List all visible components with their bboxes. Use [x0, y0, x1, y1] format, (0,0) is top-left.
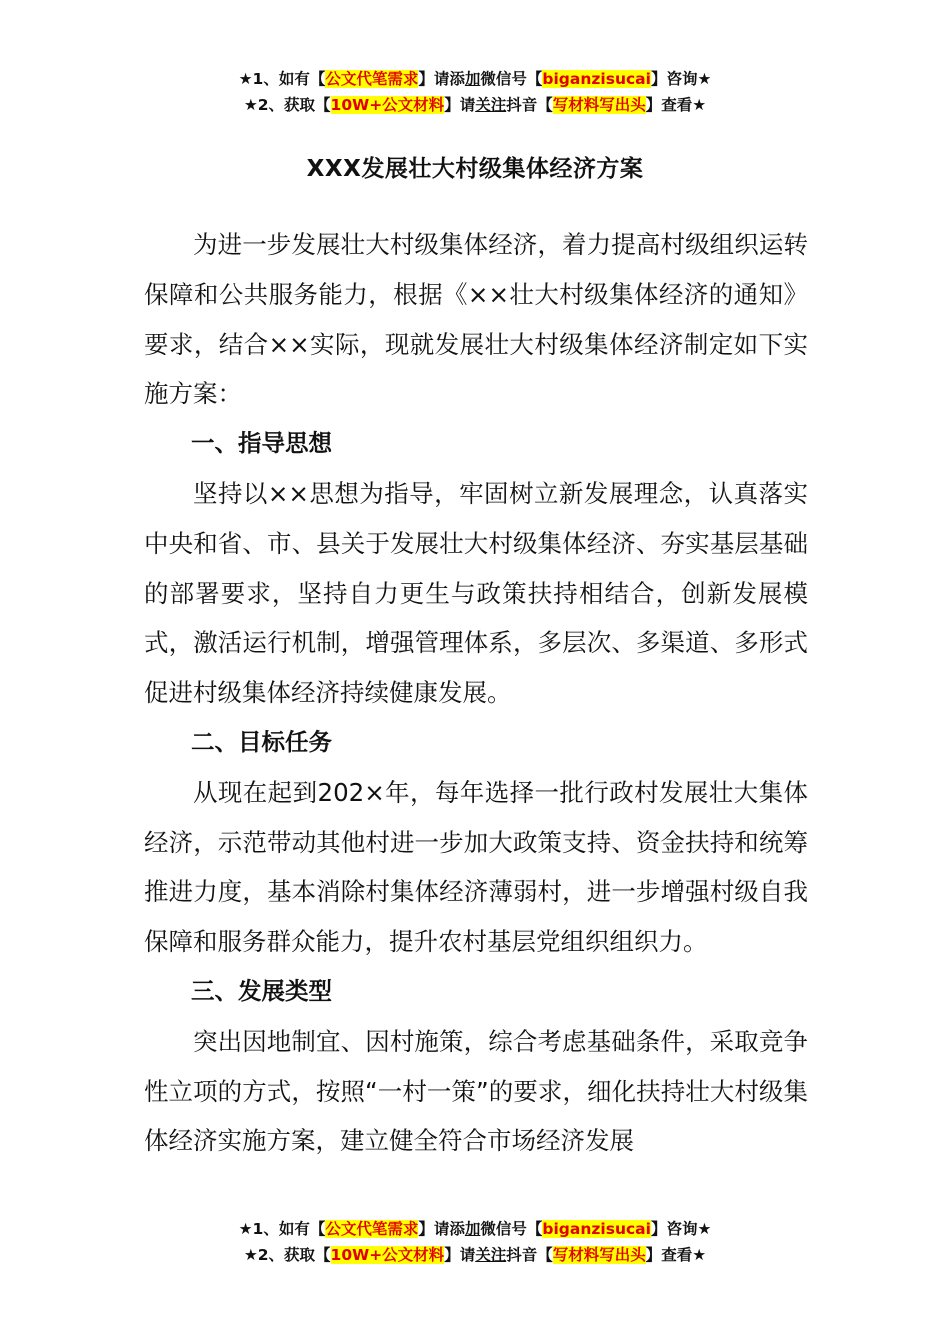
promo-highlight: 10W+公文材料	[330, 96, 445, 114]
promo-banner-bottom	[0, 1216, 950, 1268]
promo-text: 】咨询★	[650, 1220, 712, 1238]
promo-highlight: 写材料写出头	[552, 96, 646, 114]
promo-text: ★2、获取【	[243, 1246, 331, 1264]
promo-text: 】咨询★	[650, 70, 712, 88]
promo-highlight: 写材料写出头	[552, 1246, 646, 1264]
promo-underline: 关注	[475, 96, 507, 114]
promo-text: 】请添	[418, 70, 465, 88]
intro-paragraph: 为进一步发展壮大村级集体经济，着力提高村级组织运转保障和公共服务能力，根据《××壮大村级集体经济的通知》要求，结合××实际，现就发展壮大村级集体经济制定如下实施方案：	[144, 230, 808, 409]
promo-underline: 加	[464, 70, 481, 88]
promo-underline: 关注	[475, 1246, 507, 1264]
document-body	[144, 220, 808, 1166]
section-heading: 二、目标任务	[191, 727, 332, 756]
promo-line-1	[0, 66, 950, 92]
promo-banner-top	[0, 66, 950, 118]
promo-text: 】查看★	[645, 96, 707, 114]
promo-highlight: 公文代笔需求	[325, 70, 419, 88]
promo-highlight: 10W+公文材料	[330, 1246, 445, 1264]
promo-text: 抖音【	[506, 96, 553, 114]
promo-line-2	[0, 1242, 950, 1268]
promo-text: 抖音【	[506, 1246, 553, 1264]
promo-text: ★2、获取【	[243, 96, 331, 114]
promo-line-1	[0, 1216, 950, 1242]
promo-highlight: biganzisucai	[542, 1220, 651, 1238]
promo-text: 】查看★	[645, 1246, 707, 1264]
promo-highlight: biganzisucai	[542, 70, 651, 88]
promo-text: 微信号【	[480, 70, 543, 88]
promo-text: 】请添	[418, 1220, 465, 1238]
section-heading: 三、发展类型	[191, 976, 332, 1005]
promo-text: 】请	[444, 96, 476, 114]
promo-line-2	[0, 92, 950, 118]
section-paragraph: 突出因地制宜、因村施策，综合考虑基础条件，采取竞争性立项的方式，按照“一村一策”的要求，细化扶持壮大村级集体经济实施方案，建立健全符合市场经济发展	[144, 1026, 808, 1156]
promo-text: ★1、如有【	[238, 70, 326, 88]
document-title: XXX发展壮大村级集体经济方案	[306, 156, 644, 182]
section-paragraph: 坚持以××思想为指导，牢固树立新发展理念，认真落实中央和省、市、县关于发展壮大村级集体经济、夯实基层基础的部署要求，坚持自力更生与政策扶持相结合，创新发展模式，激活运行机制，增强管理体系，多层次、多渠道、多形式促进村级集体经济持续健康发展。	[144, 478, 808, 708]
promo-underline: 加	[464, 1220, 481, 1238]
promo-text: 微信号【	[480, 1220, 543, 1238]
section-heading: 一、指导思想	[191, 429, 332, 458]
section-paragraph: 从现在起到202×年，每年选择一批行政村发展壮大集体经济，示范带动其他村进一步加大政策支持、资金扶持和统筹推进力度，基本消除村集体经济薄弱村，进一步增强村级自我保障和服务群众能力，提升农村基层党组织组织力。	[144, 777, 808, 957]
promo-text: 】请	[444, 1246, 476, 1264]
promo-highlight: 公文代笔需求	[325, 1220, 419, 1238]
promo-text: ★1、如有【	[238, 1220, 326, 1238]
